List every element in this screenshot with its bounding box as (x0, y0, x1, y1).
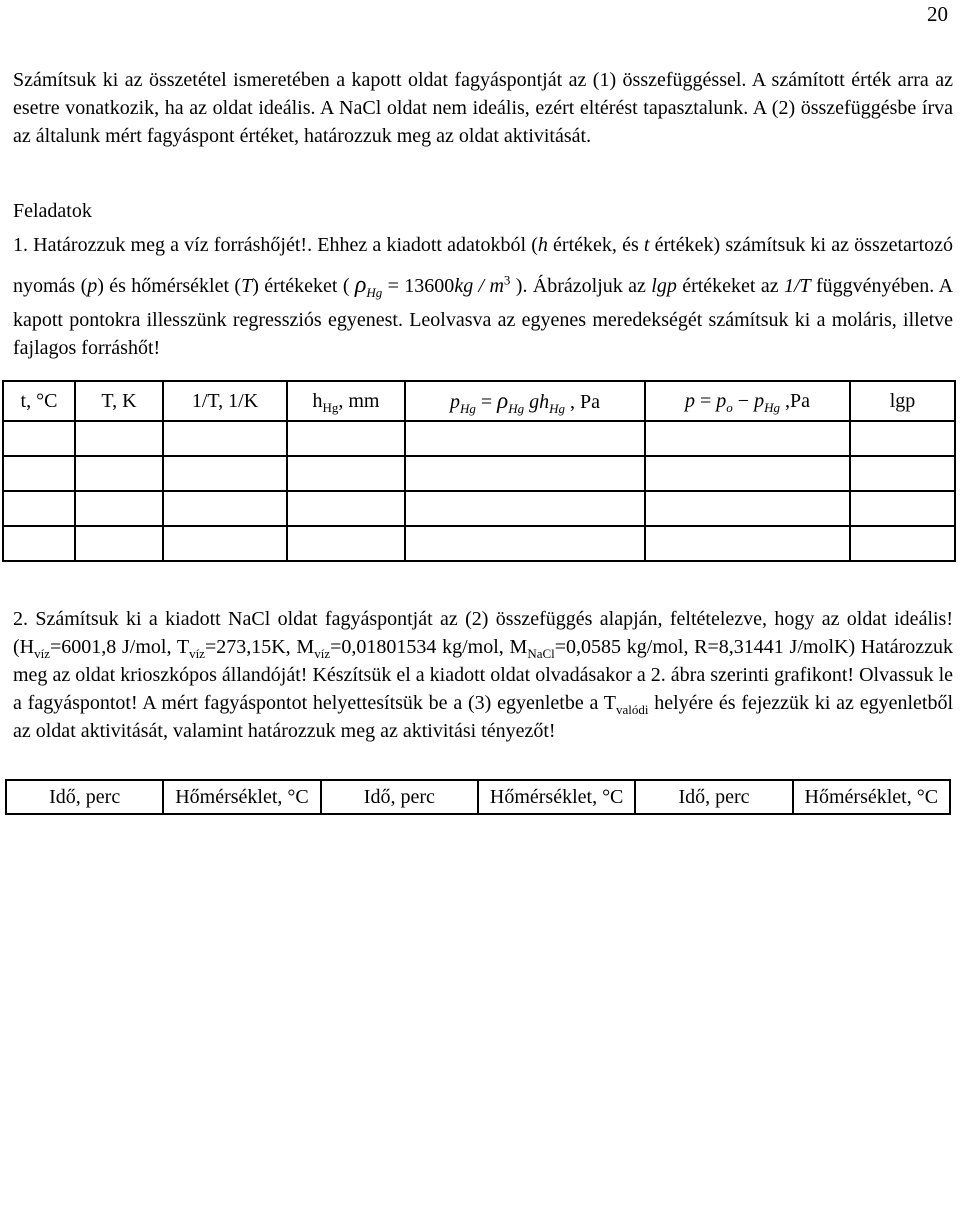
document-body (13, 66, 953, 815)
header-pressure: $p = p_o - p_{Hg}$ ,Pa (645, 381, 850, 421)
melting-data-table (5, 779, 951, 815)
page-number: 20 (927, 2, 948, 26)
table-header-row (6, 780, 950, 814)
header-hg-pressure: $p_{Hg} = \rho_{Hg}$ $gh_{Hg}$ , Pa (405, 381, 645, 421)
header-temp-2: Hőmérséklet, °C (478, 780, 635, 814)
tasks-heading: Feladatok (13, 200, 92, 222)
header-inverse-t: 1/T, 1/K (163, 381, 287, 421)
intro-paragraph: Számítsuk ki az összetétel ismeretében a kapott oldat fagyáspontját az (1) összefüggéssel. A számított érték arra az esetre vonatkozik, ha az oldat ideális. A NaCl oldat nem ideális, ezért eltérést tapasztalunk. A (2) összefüggésbe írva az általunk mért fagyáspont értéket, határozzuk meg az oldat aktivitását. (13, 69, 953, 147)
header-time-1: Idő, perc (6, 780, 163, 814)
header-temperature-c: t, °C (3, 381, 75, 421)
header-temp-1: Hőmérséklet, °C (163, 780, 320, 814)
header-time-3: Idő, perc (635, 780, 792, 814)
header-time-2: Idő, perc (321, 780, 478, 814)
table-row (3, 526, 955, 561)
task1-paragraph: 1. Határozzuk meg a víz forráshőjét!. Ehhez a kiadott adatokból (h értékek, és t értékek) számítsuk ki az összetartozó nyomás (p) és hőmérséklet (T) értékeket ( $\rho_{Hg} = 13600kg / m^3$ ). Ábrázoljuk az lgp értékeket az 1/T függvényében. A kapott pontokra illesszünk regressziós egyenest. Leolvasva az egyenes meredekségét számítsuk ki a moláris, illetve fajlagos forráshőt! (13, 234, 954, 359)
header-temperature-k: T, K (75, 381, 163, 421)
table-header-row (3, 381, 955, 421)
header-lgp: lgp (850, 381, 955, 421)
task2-paragraph: 2. Számítsuk ki a kiadott NaCl oldat fagyáspontját az (2) összefüggés alapján, feltételezve, hogy az oldat ideális! ($H_{víz}=6001,8$ J/mol, $T_{víz}=273,15K$, $M_{víz}=0,01801534$ kg/mol, $M_{NaCl}=0,0585$ kg/mol, R=8,31441 J/molK) Határozzuk meg az oldat krioszkópos állandóját! Készítsük el a kiadott oldat olvadásakor a 2. ábra szerinti grafikont! Olvassuk le a fagyáspontot! A mért fagyáspontot helyettesítsük be a (3) egyenletbe a $T_{valódi}$ helyére és fejezzük ki az egyenletből az oldat aktivitását, valamint határozzuk meg az aktivitási tényezőt! (13, 608, 954, 742)
rho-formula: $\rho_{Hg} = 13600kg / m^3$ (354, 272, 511, 300)
table-row (3, 421, 955, 456)
header-temp-3: Hőmérséklet, °C (793, 780, 950, 814)
boiling-data-table (2, 380, 956, 562)
table-row (3, 491, 955, 526)
header-hg-height: $h_{Hg}$, mm (287, 381, 405, 421)
table-row (3, 456, 955, 491)
